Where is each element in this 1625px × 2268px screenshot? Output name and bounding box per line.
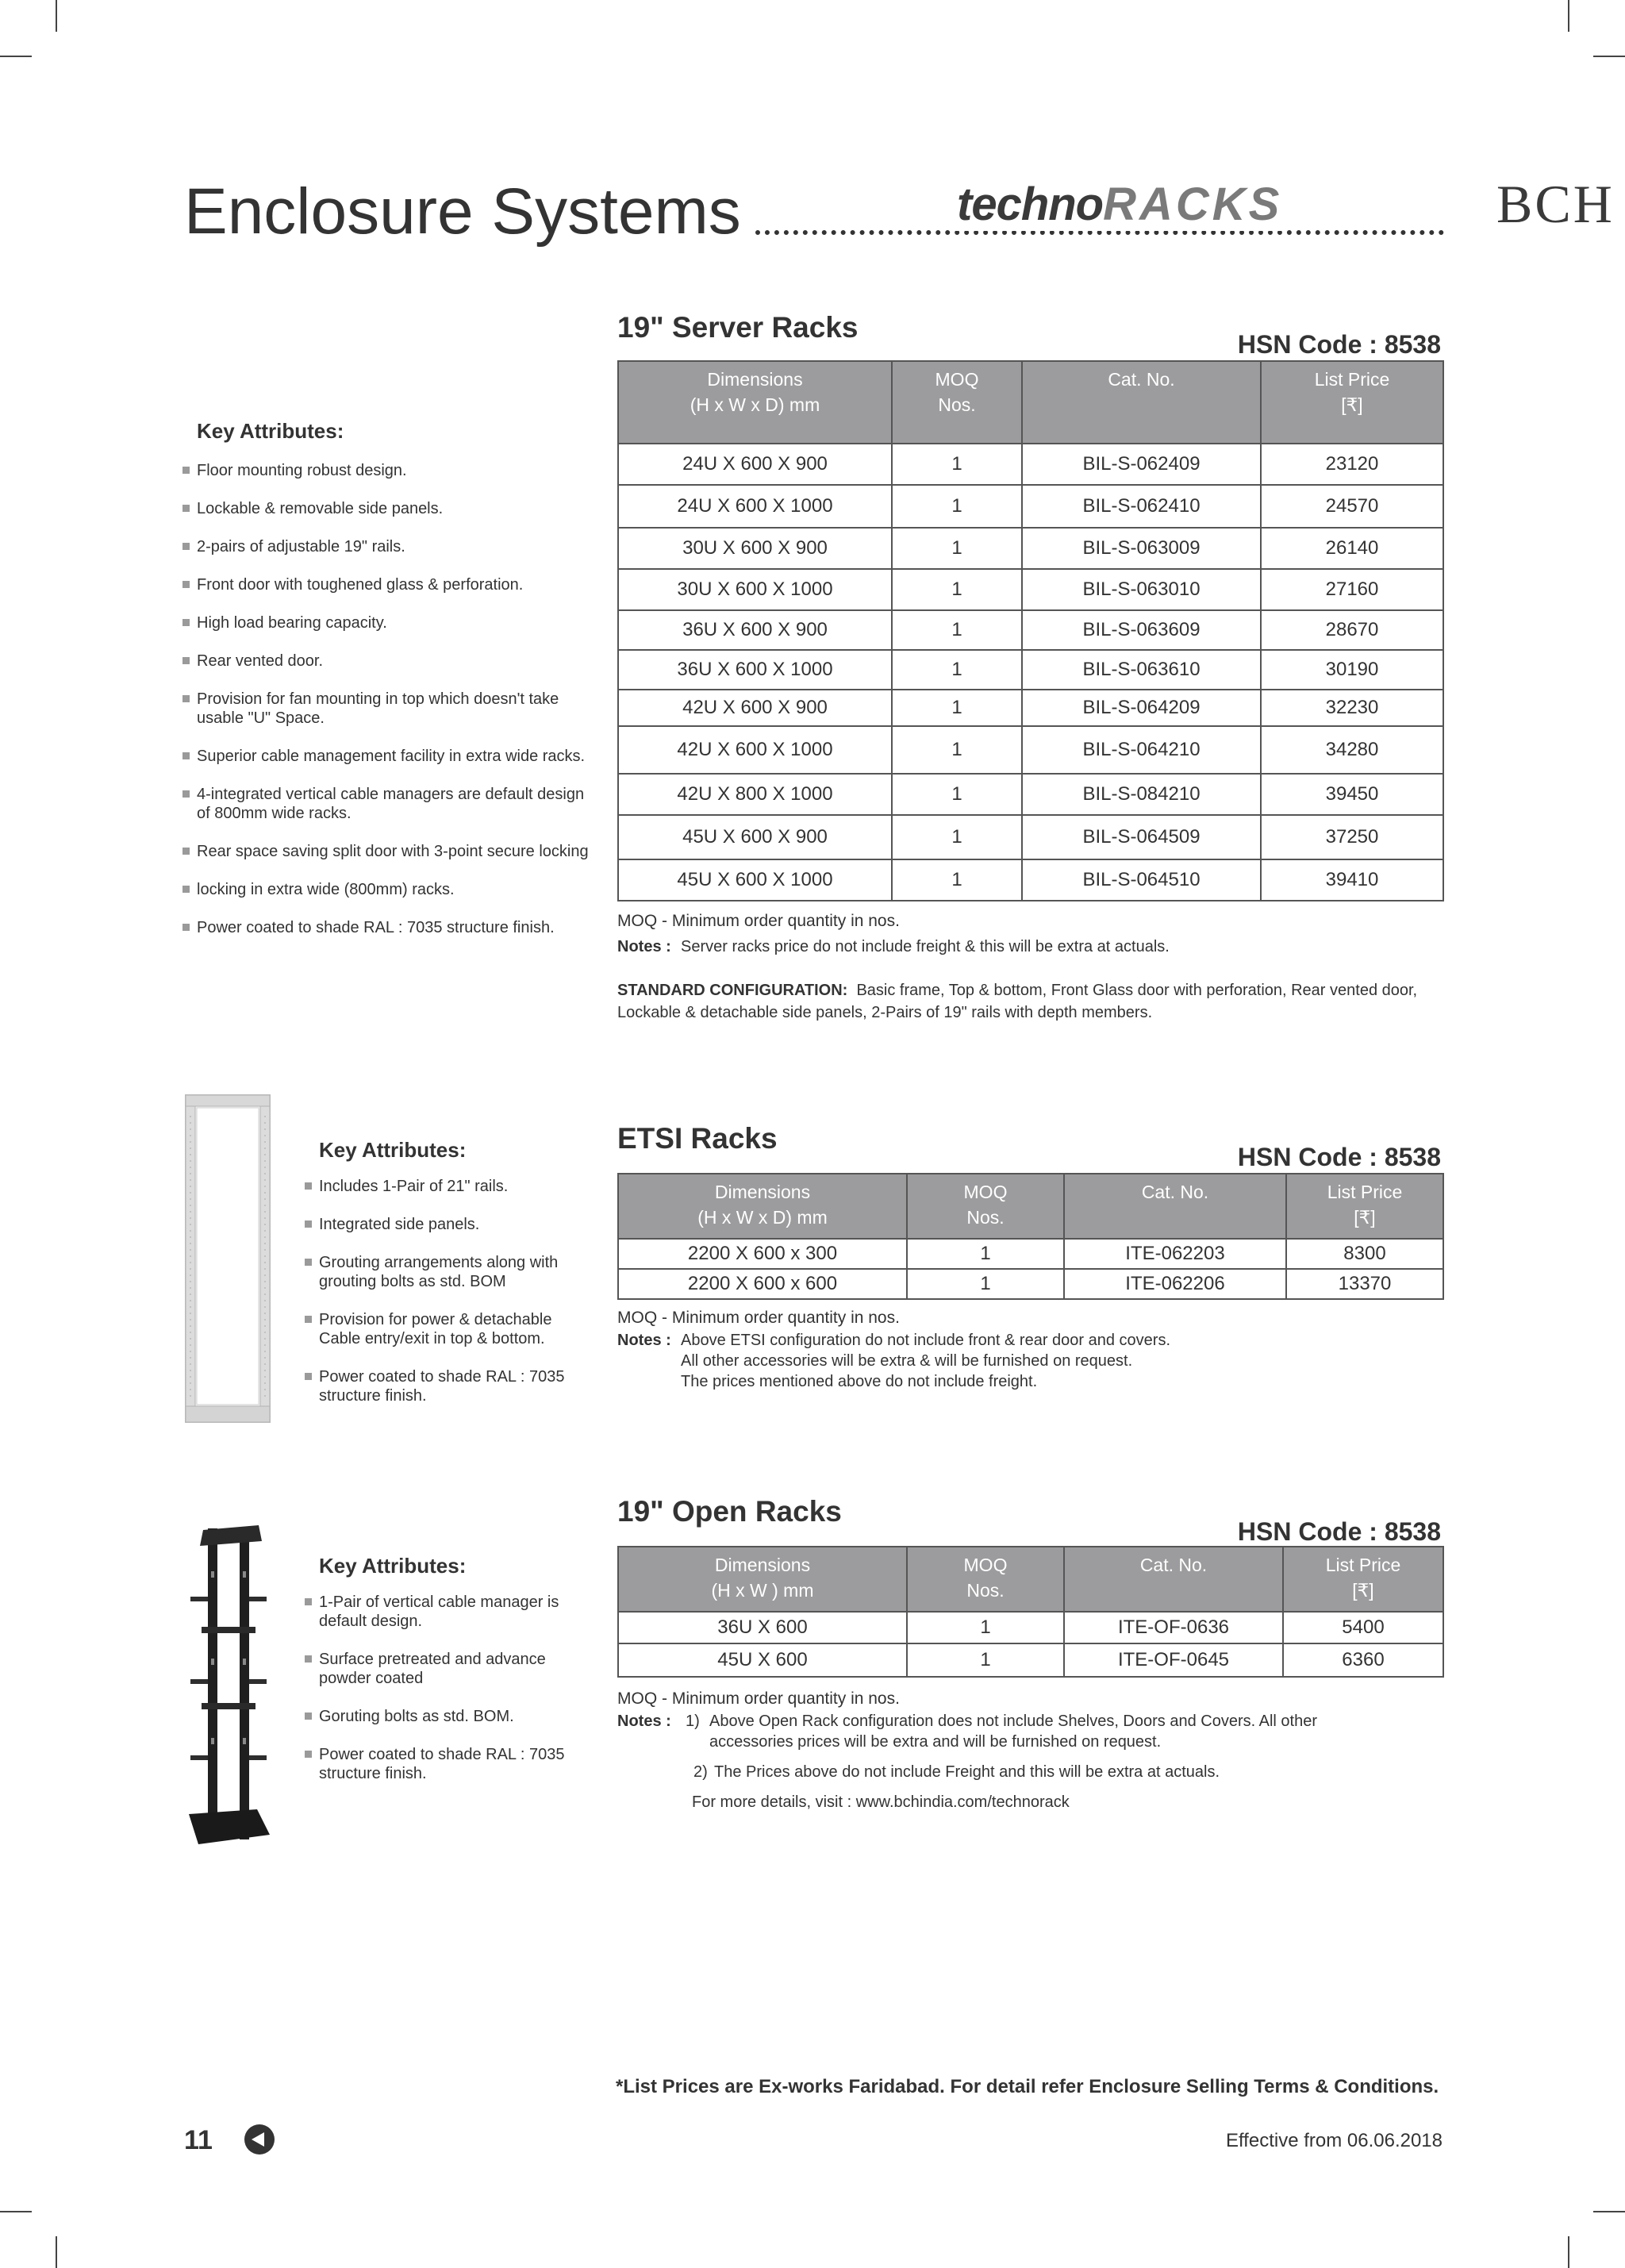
standard-configuration	[617, 979, 1443, 1024]
column-header	[1064, 1547, 1283, 1612]
table-cell: 6360	[1283, 1643, 1443, 1677]
column-header-line: [₹]	[1352, 1580, 1374, 1601]
table-cell: BIL-S-063009	[1022, 528, 1261, 569]
notes-label: Notes :	[617, 1713, 671, 1730]
table-row	[618, 528, 1443, 569]
notes-label: Notes :	[617, 1332, 671, 1349]
table-cell: 26140	[1261, 528, 1443, 569]
column-header	[618, 361, 892, 444]
back-arrow-icon[interactable]	[244, 2124, 275, 2155]
section-header	[617, 1495, 1443, 1546]
column-header	[1286, 1174, 1443, 1239]
table-row	[618, 815, 1443, 859]
page-header	[184, 168, 1615, 248]
table-cell: 1	[892, 444, 1022, 485]
table-cell: 1	[907, 1239, 1064, 1269]
column-header-line: Cat. No.	[1139, 1555, 1208, 1575]
table-cell: 27160	[1261, 569, 1443, 610]
table-cell: 1	[892, 859, 1022, 901]
table-cell: 30U X 600 X 1000	[618, 569, 892, 610]
notes	[617, 936, 1443, 957]
table-cell: 45U X 600	[618, 1643, 907, 1677]
column-header	[618, 1547, 907, 1612]
column-header-line: Cat. No.	[1141, 1182, 1209, 1202]
table-cell: 24570	[1261, 485, 1443, 528]
crop-mark	[1568, 2236, 1569, 2268]
key-attribute-item: Provision for fan mounting in top which doesn't take usable "U" Space.	[181, 690, 594, 728]
table-cell: BIL-S-062410	[1022, 485, 1261, 528]
table-cell: 36U X 600 X 1000	[618, 650, 892, 690]
table-cell: 36U X 600	[618, 1612, 907, 1643]
key-attributes-title: Key Attributes:	[319, 1138, 467, 1162]
server-racks-table	[617, 360, 1444, 901]
server-racks-section	[617, 311, 1443, 1024]
crop-mark	[56, 2236, 57, 2268]
moq-note: MOQ - Minimum order quantity in nos.	[617, 1309, 900, 1327]
key-attribute-item: High load bearing capacity.	[181, 613, 594, 632]
column-header-line: [₹]	[1354, 1207, 1376, 1228]
column-header-line: Nos.	[938, 394, 976, 415]
key-attribute-item: 1-Pair of vertical cable manager is default design.	[303, 1593, 589, 1631]
key-attribute-item: 4-integrated vertical cable managers are default design of 800mm wide racks.	[181, 785, 594, 823]
table-cell: 39410	[1261, 859, 1443, 901]
more-details	[617, 1792, 1443, 1812]
table-cell: ITE-062206	[1064, 1269, 1286, 1299]
hsn-code: HSN Code : 8538	[1237, 1143, 1441, 1171]
hsn-code: HSN Code : 8538	[1237, 1517, 1441, 1546]
open-racks-table	[617, 1546, 1444, 1678]
table-cell: 1	[892, 528, 1022, 569]
notes	[617, 1330, 1443, 1392]
section-title: ETSI Racks	[617, 1122, 778, 1155]
crop-mark	[56, 0, 57, 32]
bch-logo: BCH	[1492, 173, 1619, 236]
table-cell: BIL-S-063610	[1022, 650, 1261, 690]
table-row	[618, 610, 1443, 650]
column-header	[1022, 361, 1261, 444]
notes	[617, 1711, 1443, 1752]
note-text: Server racks price do not include freight & this will be extra at actuals.	[681, 938, 1170, 955]
crop-mark	[1593, 2211, 1625, 2212]
open-rack-image	[184, 1524, 273, 1847]
hsn-code: HSN Code : 8538	[1237, 330, 1441, 359]
column-header	[907, 1547, 1064, 1612]
table-cell: 5400	[1283, 1612, 1443, 1643]
column-header-line: Dimensions	[707, 369, 803, 390]
table-cell: 1	[907, 1269, 1064, 1299]
table-row	[618, 650, 1443, 690]
note-text: The prices mentioned above do not include freight.	[681, 1373, 1038, 1390]
table-row	[618, 774, 1443, 815]
key-attributes-list	[303, 1177, 589, 1405]
table-cell: BIL-S-084210	[1022, 774, 1261, 815]
key-attribute-item: Superior cable management facility in extra wide racks.	[181, 747, 594, 766]
page-number: 11	[184, 2125, 213, 2155]
moq-note: MOQ - Minimum order quantity in nos.	[617, 1689, 900, 1708]
column-header-line: Nos.	[966, 1580, 1005, 1601]
note-text: The Prices above do not include Freight and this will be extra at actuals.	[714, 1763, 1220, 1781]
key-attribute-item: Front door with toughened glass & perforation.	[181, 575, 594, 594]
table-cell: BIL-S-064509	[1022, 815, 1261, 859]
column-header-line: [₹]	[1341, 394, 1363, 415]
key-attribute-item: Integrated side panels.	[303, 1215, 589, 1234]
table-cell: 39450	[1261, 774, 1443, 815]
column-header-line: MOQ	[935, 369, 979, 390]
column-header-line: List Price	[1314, 369, 1390, 390]
key-attribute-item: locking in extra wide (800mm) racks.	[181, 880, 594, 899]
column-header-line: (H x W x D) mm	[697, 1207, 828, 1228]
column-header	[618, 1174, 907, 1239]
std-config-text: Basic frame, Top & bottom, Front Glass door with perforation, Rear vented door, Lockable & detachable side panels, 2-Pairs of 19" rails with depth members.	[617, 982, 1418, 1021]
table-row	[618, 1612, 1443, 1643]
key-attribute-item: Provision for power & detachable Cable entry/exit in top & bottom.	[303, 1310, 589, 1348]
column-header	[892, 361, 1022, 444]
column-header-line: Cat. No.	[1108, 369, 1175, 390]
table-cell: 13370	[1286, 1269, 1443, 1299]
table-header-row	[618, 361, 1443, 444]
table-header-row	[618, 1174, 1443, 1239]
column-header-line: Nos.	[966, 1207, 1005, 1228]
table-cell: 1	[907, 1643, 1064, 1677]
page-title: Enclosure Systems	[184, 175, 741, 248]
notes-label: Notes :	[617, 938, 671, 955]
table-cell: 45U X 600 X 1000	[618, 859, 892, 901]
table-cell: 1	[892, 610, 1022, 650]
table-cell: 32230	[1261, 690, 1443, 726]
key-attribute-item: Grouting arrangements along with grouting bolts as std. BOM	[303, 1253, 589, 1291]
key-attributes-title: Key Attributes:	[319, 1554, 467, 1578]
table-cell: 1	[892, 690, 1022, 726]
table-cell: 30190	[1261, 650, 1443, 690]
etsi-racks-table	[617, 1173, 1444, 1300]
footer-note: *List Prices are Ex-works Faridabad. For detail refer Enclosure Selling Terms & Conditions.	[616, 2076, 1439, 2097]
note-number: 1)	[686, 1713, 700, 1730]
table-row	[618, 1239, 1443, 1269]
key-attribute-item: Floor mounting robust design.	[181, 461, 594, 480]
key-attribute-item: Surface pretreated and advance powder coated	[303, 1650, 589, 1688]
table-cell: BIL-S-062409	[1022, 444, 1261, 485]
table-cell: 2200 X 600 x 300	[618, 1239, 907, 1269]
table-cell: 42U X 600 X 900	[618, 690, 892, 726]
table-cell: 30U X 600 X 900	[618, 528, 892, 569]
moq-note: MOQ - Minimum order quantity in nos.	[617, 912, 900, 930]
table-cell: 2200 X 600 x 600	[618, 1269, 907, 1299]
table-cell: 1	[892, 815, 1022, 859]
key-attribute-item: Power coated to shade RAL : 7035 structure finish.	[181, 918, 594, 937]
more-details-text: For more details, visit : www.bchindia.com/technorack	[692, 1793, 1070, 1811]
etsi-key-attributes	[303, 1138, 589, 1424]
key-attribute-item: Includes 1-Pair of 21" rails.	[303, 1177, 589, 1196]
table-cell: BIL-S-064510	[1022, 859, 1261, 901]
crop-mark	[0, 56, 32, 57]
column-header	[1261, 361, 1443, 444]
crop-mark	[1568, 0, 1569, 32]
etsi-racks-section	[617, 1122, 1443, 1392]
table-cell: 42U X 800 X 1000	[618, 774, 892, 815]
column-header	[1064, 1174, 1286, 1239]
table-cell: 8300	[1286, 1239, 1443, 1269]
key-attributes-list	[181, 461, 594, 937]
table-row	[618, 569, 1443, 610]
table-cell: 1	[892, 650, 1022, 690]
logo-racks: RACKS	[1103, 179, 1283, 230]
note-text: Above Open Rack configuration does not include Shelves, Doors and Covers. All other accessories prices will be extra and will be furnished on request.	[709, 1713, 1317, 1751]
logo-techno: techno	[957, 179, 1104, 230]
column-header	[1283, 1547, 1443, 1612]
note-text: All other accessories will be extra & will be furnished on request.	[681, 1352, 1133, 1370]
table-cell: BIL-S-064209	[1022, 690, 1261, 726]
table-row	[618, 726, 1443, 774]
column-header-line: List Price	[1327, 1182, 1403, 1202]
table-header-row	[618, 1547, 1443, 1612]
column-header-line: List Price	[1325, 1555, 1401, 1575]
section-title: 19" Server Racks	[617, 311, 859, 344]
section-header	[617, 311, 1443, 360]
table-cell: ITE-OF-0645	[1064, 1643, 1283, 1677]
open-key-attributes	[303, 1554, 589, 1802]
column-header-line: (H x W ) mm	[711, 1580, 814, 1601]
table-cell: 23120	[1261, 444, 1443, 485]
table-cell: 45U X 600 X 900	[618, 815, 892, 859]
table-row	[618, 859, 1443, 901]
section-header	[617, 1122, 1443, 1173]
crop-mark	[0, 2211, 32, 2212]
table-row	[618, 1269, 1443, 1299]
key-attributes-list	[303, 1593, 589, 1783]
table-cell: BIL-S-064210	[1022, 726, 1261, 774]
table-cell: 42U X 600 X 1000	[618, 726, 892, 774]
table-cell: 37250	[1261, 815, 1443, 859]
column-header-line: (H x W x D) mm	[690, 394, 820, 415]
key-attribute-item: Power coated to shade RAL : 7035 structure finish.	[303, 1745, 589, 1783]
table-row	[618, 444, 1443, 485]
key-attribute-item: Goruting bolts as std. BOM.	[303, 1707, 589, 1726]
table-row	[618, 1643, 1443, 1677]
notes-list	[681, 1330, 1170, 1392]
table-cell: 1	[892, 726, 1022, 774]
key-attribute-item: Lockable & removable side panels.	[181, 499, 594, 518]
key-attribute-item: Rear vented door.	[181, 652, 594, 671]
column-header-line: MOQ	[963, 1182, 1008, 1202]
table-cell: 1	[892, 569, 1022, 610]
table-cell: 24U X 600 X 1000	[618, 485, 892, 528]
effective-date: Effective from 06.06.2018	[1225, 2130, 1443, 2151]
etsi-rack-image	[179, 1092, 276, 1425]
column-header-line: MOQ	[963, 1555, 1008, 1575]
key-attribute-item: Rear space saving split door with 3-point secure locking	[181, 842, 594, 861]
note-number: 2)	[693, 1763, 708, 1781]
section-title: 19" Open Racks	[617, 1495, 842, 1528]
table-cell: 34280	[1261, 726, 1443, 774]
column-header-line: Dimensions	[714, 1182, 811, 1202]
open-racks-section	[617, 1495, 1443, 1812]
notes	[617, 1762, 1443, 1782]
table-cell: 1	[892, 774, 1022, 815]
column-header-line: Dimensions	[714, 1555, 811, 1575]
note-text: Above ETSI configuration do not include front & rear door and covers.	[681, 1332, 1171, 1349]
table-cell: BIL-S-063609	[1022, 610, 1261, 650]
table-cell: 36U X 600 X 900	[618, 610, 892, 650]
column-header	[907, 1174, 1064, 1239]
key-attributes-title: Key Attributes:	[197, 419, 344, 443]
table-cell: BIL-S-063010	[1022, 569, 1261, 610]
server-key-attributes	[181, 419, 594, 956]
technoracks-logo	[954, 178, 1285, 231]
key-attribute-item: 2-pairs of adjustable 19" rails.	[181, 537, 594, 556]
table-row	[618, 690, 1443, 726]
table-row	[618, 485, 1443, 528]
table-cell: 1	[892, 485, 1022, 528]
table-cell: 1	[907, 1612, 1064, 1643]
table-cell: 28670	[1261, 610, 1443, 650]
std-config-label: STANDARD CONFIGURATION:	[617, 982, 848, 999]
table-cell: 24U X 600 X 900	[618, 444, 892, 485]
key-attribute-item: Power coated to shade RAL : 7035 structure finish.	[303, 1367, 589, 1405]
table-cell: ITE-062203	[1064, 1239, 1286, 1269]
crop-mark	[1593, 56, 1625, 57]
table-cell: ITE-OF-0636	[1064, 1612, 1283, 1643]
